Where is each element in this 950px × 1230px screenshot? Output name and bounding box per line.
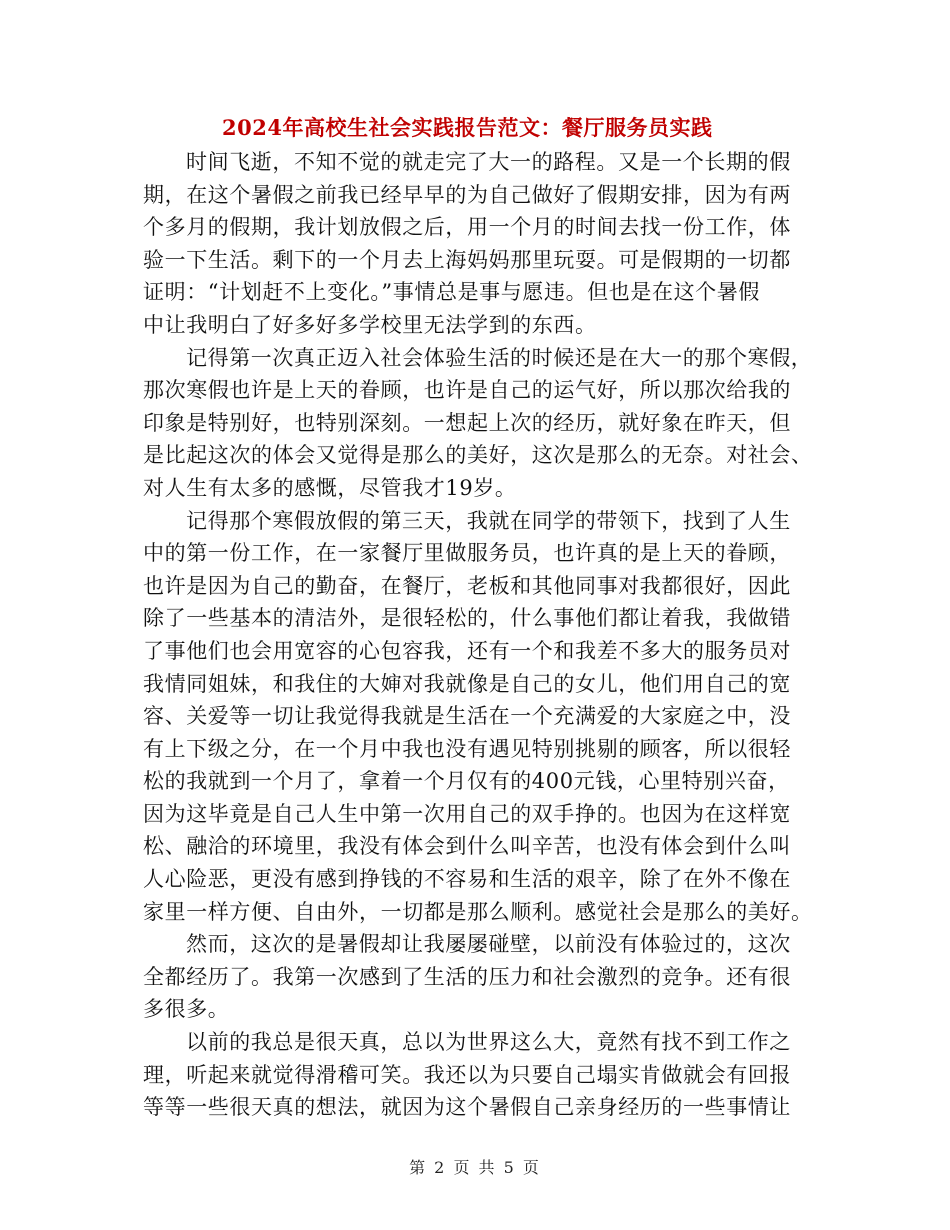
paragraph-line: 中的第一份工作，在一家餐厅里做服务员，也许真的是上天的眷顾， [143, 541, 791, 566]
page-number-footer: 第 2 页 共 5 页 [409, 1158, 541, 1177]
paragraph-line: 多很多。 [143, 997, 230, 1022]
paragraph-line: 那次寒假也许是上天的眷顾，也许是自己的运气好，所以那次给我的 [143, 378, 791, 403]
paragraph-line: 以前的我总是很天真，总以为世界这么大，竟然有找不到工作之 [186, 1030, 791, 1055]
paragraph-line: 松、融洽的环境里，我没有体会到什么叫辛苦，也没有体会到什么叫 [143, 834, 791, 859]
paragraph-line: 我情同姐妹，和我住的大婶对我就像是自己的女儿，他们用自己的宽 [143, 671, 791, 696]
paragraph-line: 也许是因为自己的勤奋，在餐厅，老板和其他同事对我都很好，因此 [143, 573, 791, 598]
paragraph-line: 是比起这次的体会又觉得是那么的美好，这次是那么的无奈。对社会、 [143, 443, 813, 468]
paragraph-line: 个多月的假期，我计划放假之后，用一个月的时间去找一份工作，体 [143, 215, 791, 240]
paragraph-line: 人心险恶，更没有感到挣钱的不容易和生活的艰辛，除了在外不像在 [143, 867, 791, 892]
paragraph-line: 家里一样方便、自由外，一切都是那么顺利。感觉社会是那么的美好。 [143, 899, 813, 924]
paragraph-line: 证明：“计划赶不上变化。”事情总是事与愿违。但也是在这个暑假 [143, 280, 760, 305]
paragraph-line: 记得第一次真正迈入社会体验生活的时候还是在大一的那个寒假， [186, 345, 813, 370]
paragraph-line: 期，在这个暑假之前我已经早早的为自己做好了假期安排，因为有两 [143, 182, 791, 207]
paragraph-line: 等等一些很天真的想法，就因为这个暑假自己亲身经历的一些事情让 [143, 1095, 791, 1120]
paragraph-line: 因为这毕竟是自己人生中第一次用自己的双手挣的。也因为在这样宽 [143, 801, 791, 826]
paragraph-line: 了事他们也会用宽容的心包容我，还有一个和我差不多大的服务员对 [143, 638, 791, 663]
document-body [143, 146, 813, 1124]
paragraph-line: 中让我明白了好多好多学校里无法学到的东西。 [143, 312, 597, 337]
paragraph-line: 有上下级之分，在一个月中我也没有遇见特别挑剔的顾客，所以很轻 [143, 736, 791, 761]
paragraph-line: 理，听起来就觉得滑稽可笑。我还以为只要自己塌实肯做就会有回报 [143, 1062, 791, 1087]
paragraph-line: 时间飞逝，不知不觉的就走完了大一的路程。又是一个长期的假 [186, 150, 791, 174]
paragraph-line: 全都经历了。我第一次感到了生活的压力和社会激烈的竞争。还有很 [143, 964, 791, 989]
paragraph-line: 容、关爱等一切让我觉得我就是生活在一个充满爱的大家庭之中，没 [143, 704, 791, 729]
paragraph-line: 验一下生活。剩下的一个月去上海妈妈那里玩耍。可是假期的一切都 [143, 247, 791, 272]
paragraph-line: 印象是特别好，也特别深刻。一想起上次的经历，就好象在昨天，但 [143, 410, 791, 435]
paragraph-line: 记得那个寒假放假的第三天，我就在同学的带领下，找到了人生 [186, 508, 791, 533]
paragraph-line: 除了一些基本的清洁外，是很轻松的，什么事他们都让着我，我做错 [143, 606, 791, 631]
paragraph-line: 松的我就到一个月了，拿着一个月仅有的400元钱，心里特别兴奋， [143, 769, 790, 794]
document-title: 2024年高校生社会实践报告范文：餐厅服务员实践 [222, 115, 713, 140]
paragraph-line: 然而，这次的是暑假却让我屡屡碰壁，以前没有体验过的，这次 [186, 932, 791, 957]
paragraph-line: 对人生有太多的感慨，尽管我才19岁。 [143, 475, 517, 500]
